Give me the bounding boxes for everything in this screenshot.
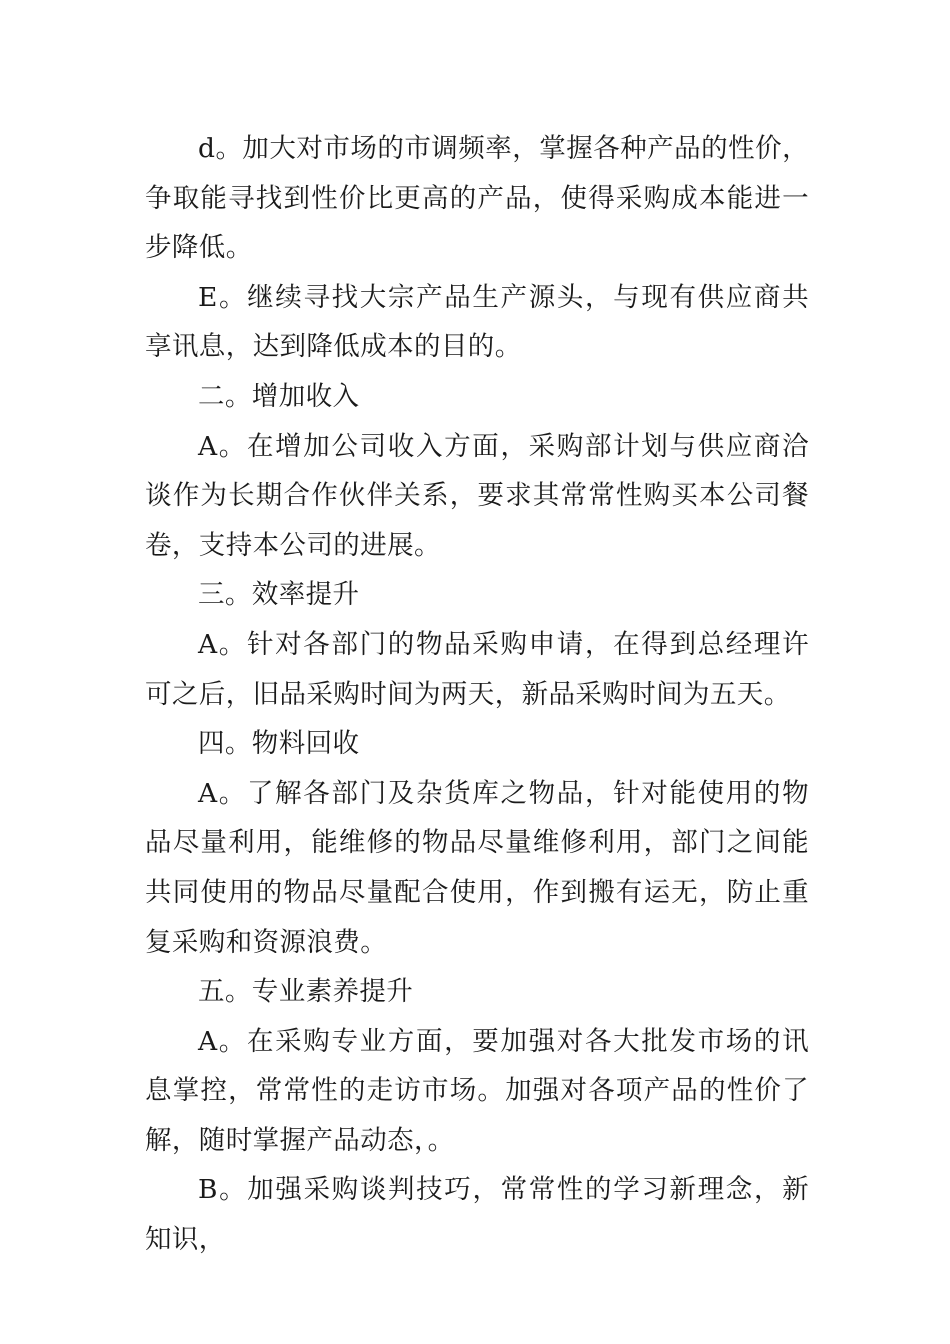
paragraph-efficiency-timing: A。针对各部门的物品采购申请，在得到总经理许可之后，旧品采购时间为两天，新品采购时间为五天。: [145, 628, 809, 710]
section-heading-material-recycling: 四。物料回收: [198, 728, 360, 760]
paragraph-cost-supply-source: E。继续寻找大宗产品生产源头，与现有供应商共享讯息，达到降低成本的目的。: [145, 281, 809, 363]
document-body: [145, 124, 809, 1265]
section-heading-increase-income: 二。增加收入: [198, 380, 360, 412]
paragraph-cost-market-research: d。加大对市场的市调频率，掌握各种产品的性价，争取能寻找到性价比更高的产品，使得采购成本能进一步降低。: [145, 133, 809, 264]
paragraph-income-partnership: A。在增加公司收入方面，采购部计划与供应商洽谈作为长期合作伙伴关系，要求其常常性购买本公司餐卷，支持本公司的进展。: [145, 430, 809, 561]
paragraph-material-reuse: A。了解各部门及杂货库之物品，针对能使用的物品尽量利用，能维修的物品尽量维修利用，部门之间能共同使用的物品尽量配合使用，作到搬有运无，防止重复采购和资源浪费。: [145, 777, 809, 958]
paragraph-professional-negotiation: B。加强采购谈判技巧，常常性的学习新理念，新知识，: [145, 1174, 809, 1256]
section-heading-professional-skills: 五。专业素养提升: [198, 976, 414, 1008]
section-heading-efficiency: 三。效率提升: [198, 579, 360, 611]
paragraph-professional-market: A。在采购专业方面，要加强对各大批发市场的讯息掌控，常常性的走访市场。加强对各项产品的性价了解，随时掌握产品动态，。: [145, 1025, 809, 1156]
